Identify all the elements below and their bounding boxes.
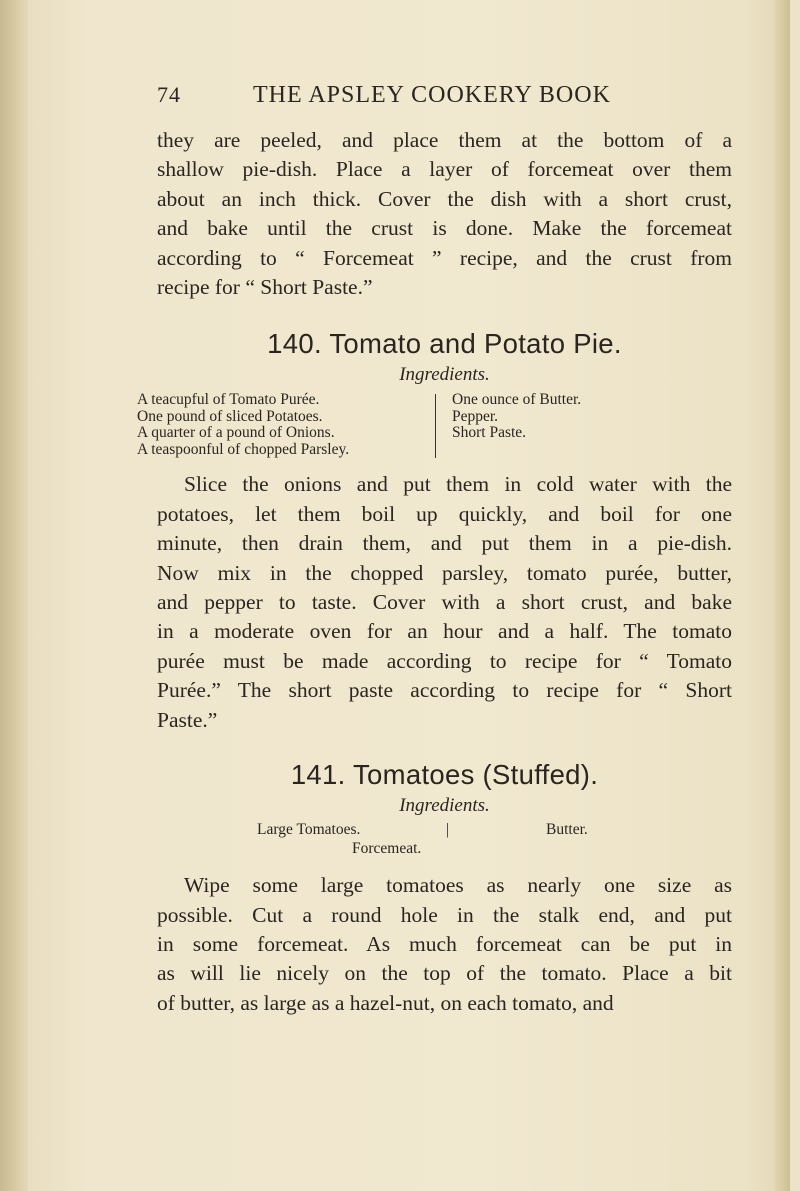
text-line: Wipe some large tomatoes as nearly one size as xyxy=(184,873,732,898)
recipe-140-ingredients xyxy=(137,392,732,458)
ingredients-left-column xyxy=(137,392,427,458)
text-line: Now mix in the chopped parsley, tomato purée, butter, xyxy=(157,560,732,585)
text-line: Paste.” xyxy=(157,707,218,732)
text-line: according to “ Forcemeat ” recipe, and the crust from xyxy=(157,245,732,270)
ingredient-item: One pound of sliced Potatoes. xyxy=(137,407,323,425)
text-line: about an inch thick. Cover the dish with a short crust, xyxy=(157,186,732,211)
page-content xyxy=(137,82,732,1018)
text-line: Slice the onions and put them in cold water with the xyxy=(184,472,732,497)
column-divider: | xyxy=(446,821,450,839)
page-binding-shadow xyxy=(0,0,30,1191)
text-line: and pepper to taste. Cover with a short crust, and bake xyxy=(157,590,732,615)
column-divider xyxy=(435,394,436,458)
recipe-141-ingredients xyxy=(157,821,732,861)
ingredients-right-column xyxy=(452,392,732,458)
running-title: THE APSLEY COOKERY BOOK xyxy=(253,82,611,108)
text-line: they are peeled, and place them at the bottom of a xyxy=(157,128,732,152)
text-line: minute, then drain them, and put them in a pie-dish. xyxy=(157,531,732,556)
text-line: in some forcemeat. As much forcemeat can be put in xyxy=(157,931,732,956)
recipe-140-title: 140. Tomato and Potato Pie. xyxy=(267,328,622,360)
ingredient-item: Short Paste. xyxy=(452,424,527,442)
recipe-141-ingredients-heading: Ingredients. xyxy=(399,795,490,817)
text-line: potatoes, let them boil up quickly, and boil for one xyxy=(157,501,732,526)
recipe-141-title: 141. Tomatoes (Stuffed). xyxy=(290,759,599,791)
ingredient-item: A quarter of a pound of Onions. xyxy=(137,424,335,442)
recipe-140-method xyxy=(157,470,732,735)
ingredient-item: A teaspoonful of chopped Parsley. xyxy=(137,440,350,458)
text-line: purée must be made according to recipe for “ Tomato xyxy=(157,648,732,673)
ingredient-item: Pepper. xyxy=(452,407,499,425)
ingredient-item: One ounce of Butter. xyxy=(452,391,582,409)
text-line: in a moderate oven for an hour and a half. The tomato xyxy=(157,619,732,644)
text-line: recipe for “ Short Paste.” xyxy=(157,275,373,300)
ingredient-item: Forcemeat. xyxy=(352,840,422,858)
text-line: Purée.” The short paste according to recipe for “ Short xyxy=(157,678,732,703)
ingredient-item: Butter. xyxy=(546,821,588,839)
running-header xyxy=(157,82,732,126)
ingredient-item: A teacupful of Tomato Purée. xyxy=(137,391,320,409)
page-edge-shadow xyxy=(774,0,790,1191)
text-line: possible. Cut a round hole in the stalk end, and put xyxy=(157,902,732,927)
recipe-141-method xyxy=(157,871,732,1018)
text-line: and bake until the crust is done. Make the forcemeat xyxy=(157,216,732,241)
page-number: 74 xyxy=(157,82,181,107)
text-line: shallow pie-dish. Place a layer of forcemeat over them xyxy=(157,157,732,182)
continuation-paragraph xyxy=(157,126,732,302)
text-line: of butter, as large as a hazel-nut, on each tomato, and xyxy=(157,990,614,1015)
text-line: as will lie nicely on the top of the tomato. Place a bit xyxy=(157,961,732,986)
recipe-140-ingredients-heading: Ingredients. xyxy=(399,364,490,386)
ingredient-item: Large Tomatoes. xyxy=(257,821,361,839)
